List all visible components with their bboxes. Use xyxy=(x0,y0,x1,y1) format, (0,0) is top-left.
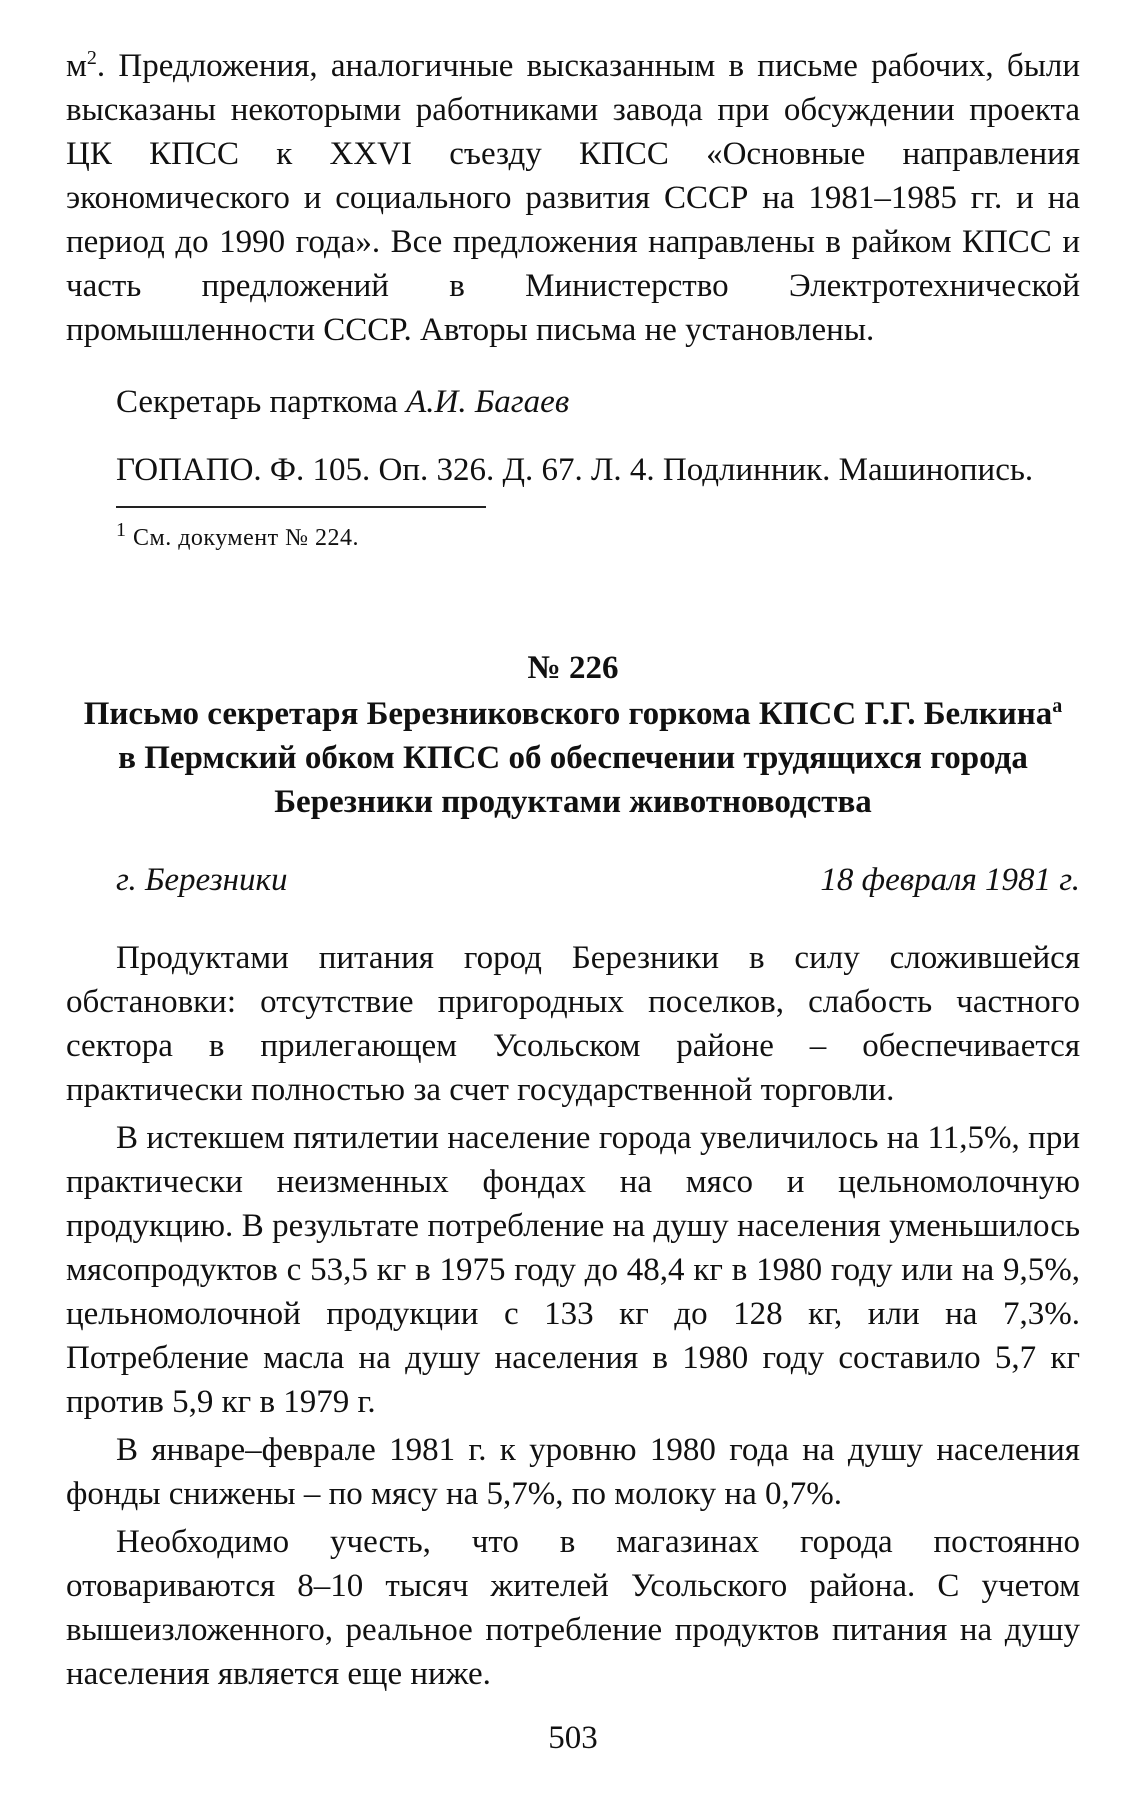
title-line-1-text: Письмо секретаря Березниковского горкома КПСС Г.Г. Белкина xyxy=(83,696,1053,732)
title-line-2: в Пермский обком КПСС об обеспечении трудящихся города xyxy=(118,740,1028,776)
continuation-paragraph xyxy=(66,44,1080,352)
body-paragraph: В истекшем пятилетии население города увеличилось на 11,5%, при практически неизменных фондах на мясо и цельномолочную продукцию. В результате потребление на душу населения уменьшилось мясопродуктов с 53,5 кг в 1975 году до 48,4 кг в 1980 году или на 9,5%, цельномолочной продукции с 133 кг до 128 кг, или на 7,3%. Потребление масла на душу населения в 1980 году составило 5,7 кг против 5,9 кг в 1979 г. xyxy=(66,1120,1080,1420)
continuation-lead: м xyxy=(66,48,87,84)
page-content xyxy=(66,44,1080,1696)
signature-name: А.И. Багаев xyxy=(406,384,570,420)
signature-line xyxy=(116,380,1080,424)
footnote-divider xyxy=(116,506,486,508)
archive-source: ГОПАПО. Ф. 105. Оп. 326. Д. 67. Л. 4. Подлинник. Машинопись. xyxy=(116,452,1034,488)
document-place: г. Березники xyxy=(116,862,288,898)
continuation-text: . Предложения, аналогичные высказанным в письме рабочих, были высказаны некоторыми работниками завода при обсуждении проекта ЦК КПСС к XXVI съезду КПСС «Основные направления экономического и социального развития СССР на 1981–1985 гг. и на период до 1990 года». Все предложения направлены в райком КПСС и часть предложений в Министерство Электротехнической промышленности СССР. Авторы письма не установлены. xyxy=(66,48,1080,348)
document-number: № 226 xyxy=(527,650,619,686)
page-number: 503 xyxy=(548,1720,598,1756)
footnote-mark: 1 xyxy=(116,519,127,541)
body-paragraph: Необходимо учесть, что в магазинах города постоянно отовариваются 8–10 тысяч жителей Усольского района. С учетом вышеизложенного, реальное потребление продуктов питания на душу населения является еще ниже. xyxy=(66,1524,1080,1692)
body-paragraph: Продуктами питания город Березники в силу сложившейся обстановки: отсутствие пригородных поселков, слабость частного сектора в прилегающем Усольском районе – обеспечивается практически полностью за счет государственной торговли. xyxy=(66,940,1080,1108)
title-note-mark: а xyxy=(1052,695,1063,717)
place-date-row xyxy=(66,858,1080,902)
superscript-mark: 2 xyxy=(86,47,97,69)
signature-role: Секретарь парткома xyxy=(116,384,407,420)
document-date: 18 февраля 1981 г. xyxy=(820,862,1080,898)
footnote xyxy=(116,519,1080,554)
title-line-1 xyxy=(66,692,1080,736)
document-body xyxy=(66,936,1080,1696)
document-title xyxy=(66,692,1080,824)
footnote-text: См. документ № 224. xyxy=(126,525,359,551)
body-paragraph: В январе–феврале 1981 г. к уровню 1980 года на душу населения фонды снижены – по мясу на 5,7%, по молоку на 0,7%. xyxy=(66,1432,1080,1512)
title-line-3: Березники продуктами животноводства xyxy=(274,784,872,820)
